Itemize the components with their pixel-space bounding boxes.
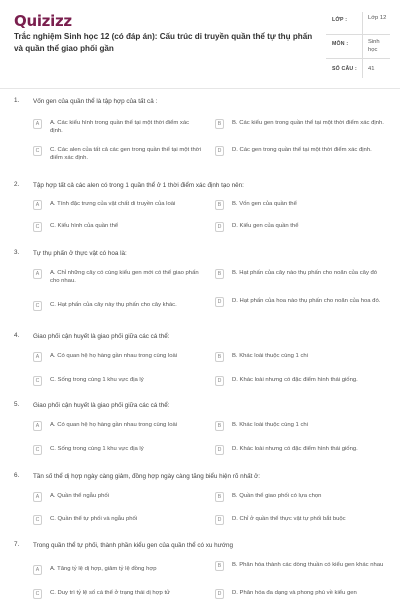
question-text: Vốn gen của quần thể là tập hợp của tất cả : bbox=[33, 98, 158, 105]
option-text: D. Chỉ ở quần thể thực vật tự phối bắt buộc bbox=[232, 516, 346, 522]
option-text: A. Các kiểu hình trong quần thể tại một thời điểm xác định. bbox=[50, 120, 190, 135]
option-letter-box: D bbox=[215, 589, 224, 599]
option-text: B. Quần thể giao phối có lựa chọn bbox=[232, 493, 322, 499]
option-letter-box: D bbox=[215, 376, 224, 386]
option-letter-box: C bbox=[33, 376, 42, 386]
header-divider bbox=[0, 88, 400, 89]
option-text: B. Khác loài thuộc cùng 1 chi bbox=[232, 422, 308, 428]
option-letter-box: D bbox=[215, 515, 224, 525]
option-letter-box: A bbox=[33, 269, 42, 279]
option-letter-box: C bbox=[33, 445, 42, 455]
option-text: C. Kiểu hình của quần thể bbox=[50, 223, 119, 229]
option-text: B. Vốn gen của quần thể bbox=[232, 201, 297, 207]
question-number: 2. bbox=[14, 181, 20, 188]
meta-class-value: Lớp 12 bbox=[368, 15, 387, 21]
question-number: 5. bbox=[14, 401, 20, 408]
option-text: D. Các gen trong quần thể tại một thời điểm xác định. bbox=[232, 147, 372, 153]
question-text: Giao phối cận huyết là giao phối giữa các cá thể: bbox=[33, 402, 170, 409]
question-number: 1. bbox=[14, 97, 20, 104]
option-text: B. Các kiểu gen trong quần thể tại một thời điểm xác định. bbox=[232, 120, 384, 126]
question-text: Tần số thể dị hợp ngày càng giảm, đồng hợp ngày càng tăng biểu hiện rõ nhất ở: bbox=[33, 473, 260, 480]
option-text: A. Có quan hệ họ hàng gần nhau trong cùng loài bbox=[50, 422, 178, 428]
question-number: 7. bbox=[14, 541, 20, 548]
question-number: 3. bbox=[14, 249, 20, 256]
option-text: A. Tính đặc trưng của vật chất di truyền của loài bbox=[50, 201, 176, 207]
option-letter-box: D bbox=[215, 445, 224, 455]
option-letter-box: A bbox=[33, 200, 42, 210]
meta-count-label: SỐ CÂU : bbox=[332, 66, 357, 72]
option-letter-box: C bbox=[33, 146, 42, 156]
option-text: C. Hạt phấn của cây này thụ phấn cho cây khác. bbox=[50, 302, 177, 308]
question-number: 6. bbox=[14, 472, 20, 479]
option-letter-box: B bbox=[215, 119, 224, 129]
option-letter-box: C bbox=[33, 222, 42, 232]
option-text: C. Các alen của tất cả các gen trong quần thể tại một thời điểm xác định. bbox=[50, 147, 201, 162]
option-text: D. Khác loài nhưng có đặc điểm hình thái giống. bbox=[232, 377, 358, 383]
meta-subject-label: MÔN : bbox=[332, 41, 349, 47]
option-letter-box: B bbox=[215, 352, 224, 362]
option-letter-box: B bbox=[215, 421, 224, 431]
meta-line bbox=[326, 58, 390, 59]
option-letter-box: A bbox=[33, 119, 42, 129]
option-text: C. Sống trong cùng 1 khu vực địa lý bbox=[50, 377, 144, 383]
option-text: C. Quần thể tự phối và ngẫu phối bbox=[50, 516, 138, 522]
page-title: Trắc nghiệm Sinh học 12 (có đáp án): Cấu trúc di truyền quần thể tự thụ phấn và quần thể giao phối gần bbox=[14, 32, 313, 53]
option-letter-box: D bbox=[215, 297, 224, 307]
meta-subject-value: Sinh học bbox=[368, 39, 380, 53]
option-text: A. Tăng tỷ lệ dị hợp, giảm tỷ lệ đồng hợp bbox=[50, 566, 157, 572]
option-letter-box: A bbox=[33, 492, 42, 502]
option-text: B. Khác loài thuộc cùng 1 chi bbox=[232, 353, 308, 359]
option-text: D. Kiểu gen của quần thể bbox=[232, 223, 299, 229]
option-letter-box: C bbox=[33, 589, 42, 599]
quizizz-logo[interactable]: Quizizz bbox=[14, 12, 72, 30]
question-text: Tập hợp tất cả các alen có trong 1 quần thể ở 1 thời điểm xác định tạo nên: bbox=[33, 182, 244, 189]
option-letter-box: C bbox=[33, 301, 42, 311]
option-text: B. Hạt phấn của cây nào thụ phấn cho noãn của cây đó bbox=[232, 270, 378, 276]
option-letter-box: C bbox=[33, 515, 42, 525]
question-number: 4. bbox=[14, 332, 20, 339]
option-text: A. Có quan hệ họ hàng gần nhau trong cùng loài bbox=[50, 353, 178, 359]
option-letter-box: B bbox=[215, 269, 224, 279]
option-letter-box: A bbox=[33, 565, 42, 575]
question-text: Trong quần thể tự phối, thành phần kiểu gen của quần thể có xu hướng bbox=[33, 542, 233, 549]
option-letter-box: B bbox=[215, 561, 224, 571]
meta-count-value: 41 bbox=[368, 66, 375, 72]
option-letter-box: A bbox=[33, 352, 42, 362]
meta-class-label: LỚP : bbox=[332, 17, 348, 23]
option-text: A. Quần thể ngẫu phối bbox=[50, 493, 109, 499]
question-text: Giao phối cận huyết là giao phối giữa các cá thể: bbox=[33, 333, 170, 340]
meta-line bbox=[326, 34, 390, 35]
option-text: A. Chỉ những cây có cùng kiểu gen mới có thể giao phấn cho nhau. bbox=[50, 270, 199, 285]
question-text: Tự thụ phấn ở thực vật có hoa là: bbox=[33, 250, 127, 257]
option-letter-box: B bbox=[215, 492, 224, 502]
option-text: D. Hạt phấn của hoa nào thụ phấn cho noãn của hoa đó. bbox=[232, 298, 381, 304]
option-text: C. Duy trì tỷ lệ số cá thể ở trạng thái dị hợp tử bbox=[50, 590, 171, 596]
option-text: B. Phân hóa thành các dòng thuần có kiểu gen khác nhau bbox=[232, 562, 384, 568]
option-text: D. Khác loài nhưng có đặc điểm hình thái giống. bbox=[232, 446, 358, 452]
option-letter-box: B bbox=[215, 200, 224, 210]
option-letter-box: A bbox=[33, 421, 42, 431]
option-text: C. Sống trong cùng 1 khu vực địa lý bbox=[50, 446, 144, 452]
option-letter-box: D bbox=[215, 222, 224, 232]
worksheet-header bbox=[0, 0, 400, 88]
option-text: D. Phân hóa đa dạng và phong phú về kiểu gen bbox=[232, 590, 357, 596]
meta-divider bbox=[362, 12, 363, 78]
option-letter-box: D bbox=[215, 146, 224, 156]
